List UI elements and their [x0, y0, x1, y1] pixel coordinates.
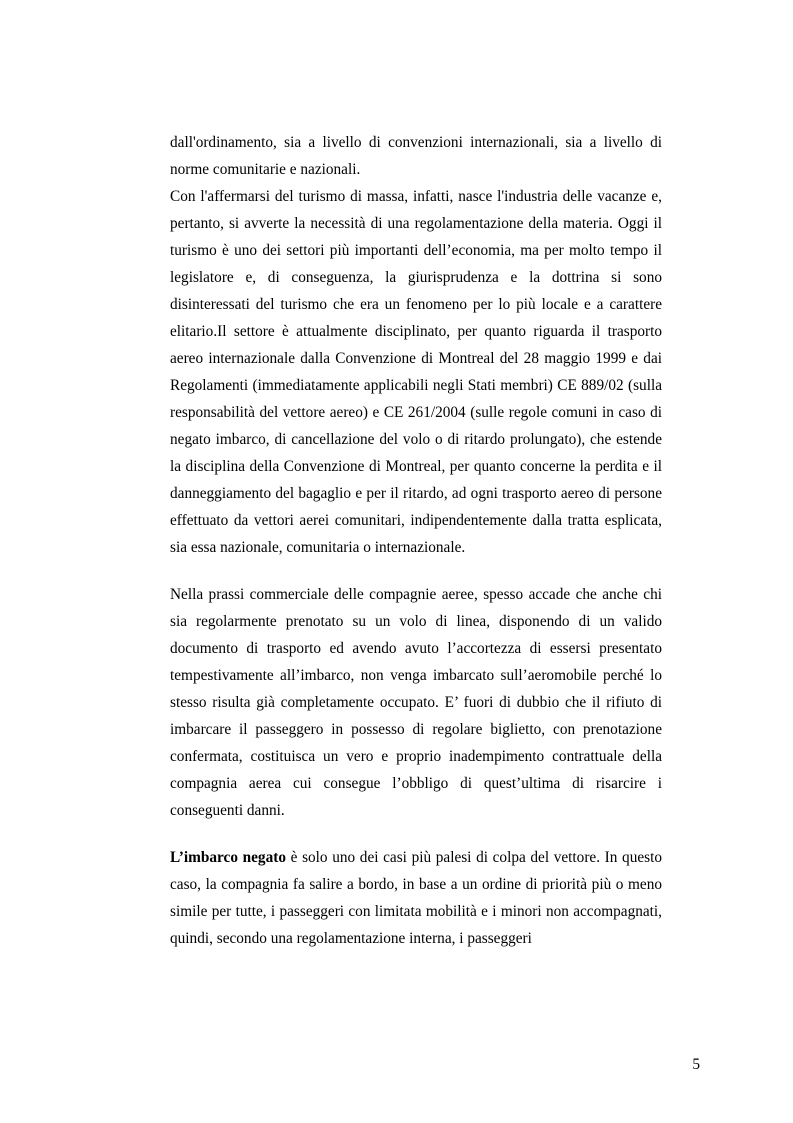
paragraph-4-text: è solo uno dei casi più palesi di colpa del vettore. In questo caso, la compagnia fa salire a bordo, in base a un ordine di priorità più o meno simile per tutte, i passeggeri con limitata mobilità e i minori non accompagnati, quindi, secondo una regolamentazione interna, i passeggeri	[170, 849, 662, 947]
paragraph-1-text: dall'ordinamento, sia a livello di convenzioni internazionali, sia a livello di norme comunitarie e nazionali.	[170, 134, 662, 178]
paragraph-4-bold-lead: L’imbarco negato	[170, 849, 286, 866]
paragraph-1	[170, 129, 662, 183]
paragraph-2	[170, 183, 662, 561]
paragraph-3-text: Nella prassi commerciale delle compagnie aeree, spesso accade che anche chi sia regolarmente prenotato su un volo di linea, disponendo di un valido documento di trasporto ed avendo avuto l’accortezza di essersi presentato tempestivamente all’imbarco, non venga imbarcato sull’aeromobile perché lo stesso risulta già completamente occupato. E’ fuori di dubbio che il rifiuto di imbarcare il passeggero in possesso di regolare biglietto, con prenotazione confermata, costituisca un vero e proprio inadempimento contrattuale della compagnia aerea cui consegue l’obbligo di quest’ultima di risarcire i conseguenti danni.	[170, 586, 662, 819]
body-text	[170, 129, 662, 952]
paragraph-4	[170, 844, 662, 952]
paragraph-3	[170, 581, 662, 824]
page-number: 5	[692, 1056, 700, 1073]
paragraph-2-text: Con l'affermarsi del turismo di massa, infatti, nasce l'industria delle vacanze e, pertanto, si avverte la necessità di una regolamentazione della materia. Oggi il turismo è uno dei settori più importanti dell’economia, ma per molto tempo il legislatore e, di conseguenza, la giurisprudenza e la dottrina si sono disinteressati del turismo che era un fenomeno per lo più locale e a carattere elitario.Il settore è attualmente disciplinato, per quanto riguarda il trasporto aereo internazionale dalla Convenzione di Montreal del 28 maggio 1999 e dai Regolamenti (immediatamente applicabili negli Stati membri) CE 889/02 (sulla responsabilità del vettore aereo) e CE 261/2004 (sulle regole comuni in caso di negato imbarco, di cancellazione del volo o di ritardo prolungato), che estende la disciplina della Convenzione di Montreal, per quanto concerne la perdita e il danneggiamento del bagaglio e per il ritardo, ad ogni trasporto aereo di persone effettuato da vettori aerei comunitari, indipendentemente dalla tratta esplicata, sia essa nazionale, comunitaria o internazionale.	[170, 188, 662, 556]
